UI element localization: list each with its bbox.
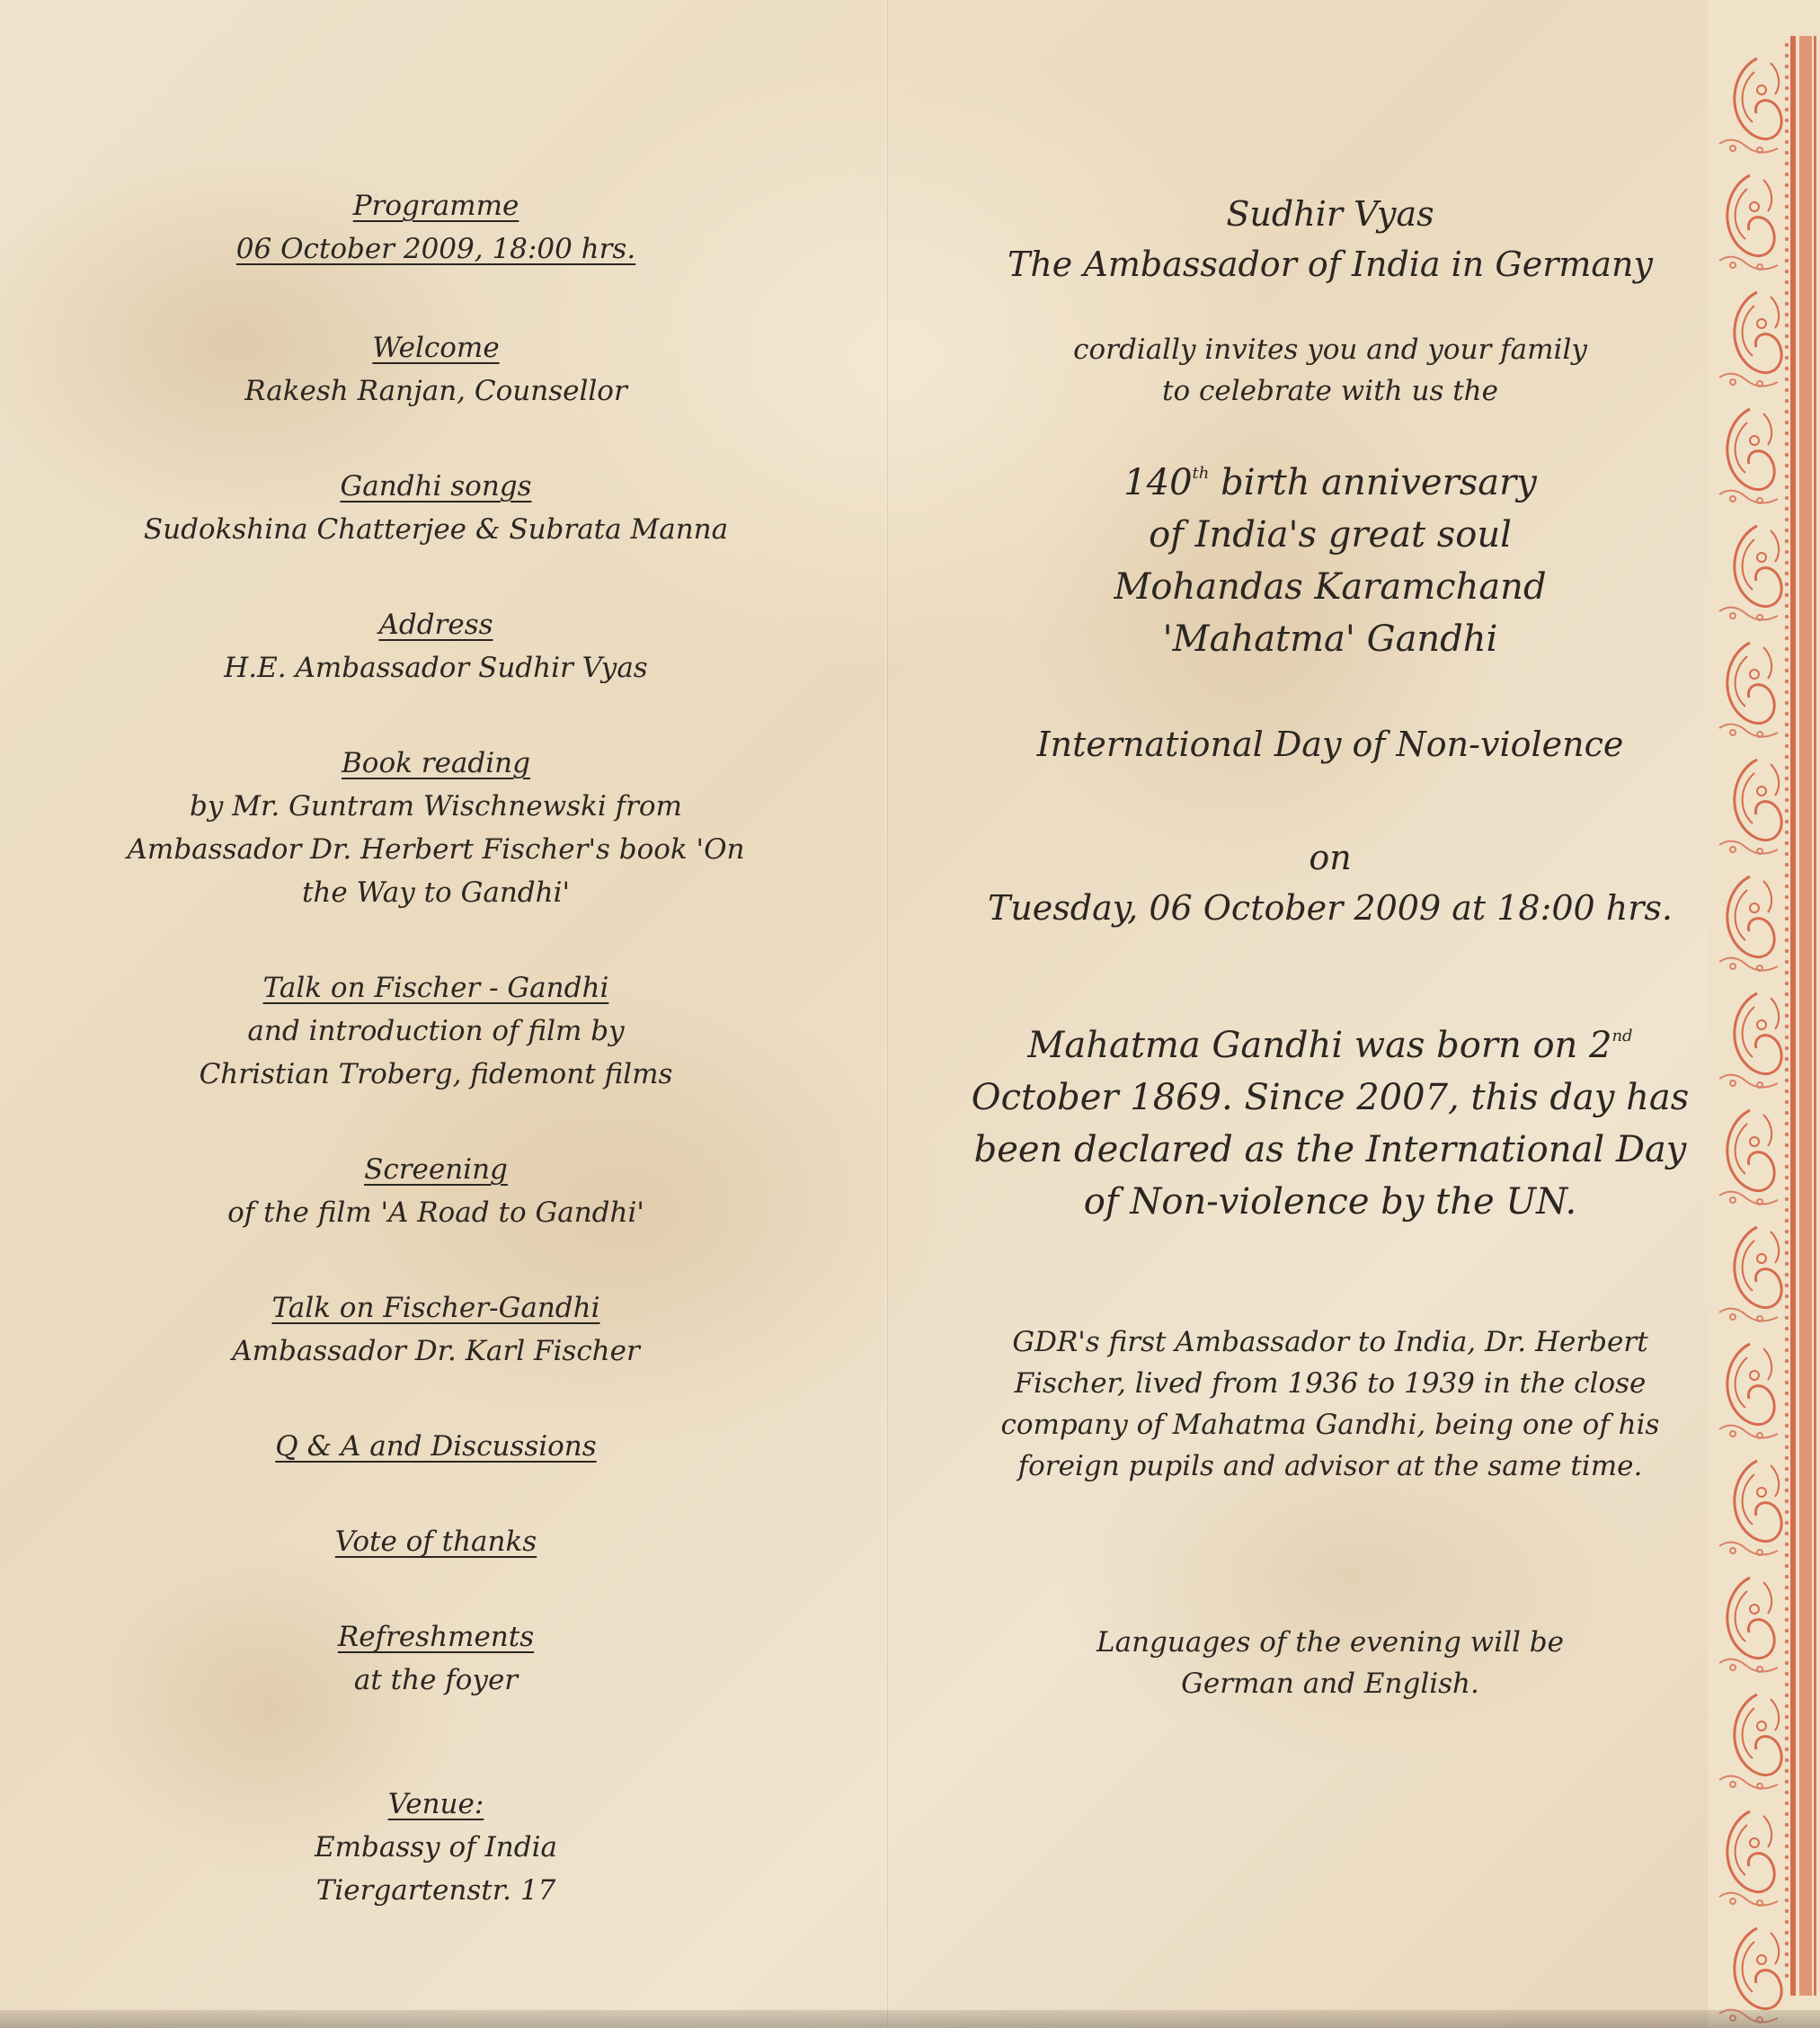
day-name: International Day of Non-violence <box>1036 725 1624 764</box>
programme-item-talk-2 <box>108 1286 764 1373</box>
event-datetime: Tuesday, 06 October 2009 at 18:00 hrs. <box>987 888 1674 928</box>
item-line: at the foyer <box>353 1664 519 1696</box>
venue-line: Tiergartenstr. 17 <box>315 1874 556 1907</box>
item-heading: Screening <box>364 1153 508 1186</box>
gdr-line: company of Mahatma Gandhi, being one of his <box>1000 1409 1660 1441</box>
venue-block <box>108 1783 764 1912</box>
gdr-block <box>939 1321 1721 1487</box>
date-block <box>939 832 1721 933</box>
programme-column <box>108 184 764 1964</box>
born-line: of Non-violence by the UN. <box>1083 1181 1577 1223</box>
host-block <box>939 189 1721 289</box>
anniversary-line: 'Mahatma' Gandhi <box>1162 618 1498 660</box>
anniversary-number: 140 <box>1123 462 1193 503</box>
programme-date: 06 October 2009, 18:00 hrs. <box>235 233 636 265</box>
anniversary-line: of India's great soul <box>1149 514 1512 556</box>
programme-item-songs <box>108 465 764 551</box>
item-heading: Refreshments <box>337 1621 535 1653</box>
venue-line: Embassy of India <box>315 1831 557 1863</box>
item-line: Rakesh Ranjan, Counsellor <box>244 375 627 407</box>
language-line: German and English. <box>1181 1668 1479 1700</box>
born-pre: Mahatma Gandhi was born on 2 <box>1027 1025 1612 1066</box>
invitation-column <box>939 189 1721 1757</box>
item-heading: Gandhi songs <box>340 470 532 503</box>
item-line: of the film 'A Road to Gandhi' <box>227 1196 644 1229</box>
item-line: Sudokshina Chatterjee & Subrata Manna <box>143 513 729 546</box>
born-suffix: nd <box>1611 1027 1633 1045</box>
born-line <box>939 1019 1721 1072</box>
item-heading: Vote of thanks <box>334 1525 537 1558</box>
born-line: October 1869. Since 2007, this day has <box>971 1077 1690 1118</box>
language-line: Languages of the evening will be <box>1096 1626 1564 1659</box>
programme-item-address <box>108 603 764 689</box>
born-block <box>939 1019 1721 1228</box>
item-heading: Talk on Fischer-Gandhi <box>271 1292 600 1324</box>
gdr-line: foreign pupils and advisor at the same time. <box>1017 1450 1643 1482</box>
programme-item-screening <box>108 1148 764 1234</box>
item-line: Christian Troberg, fidemont films <box>199 1058 673 1090</box>
invite-block <box>939 329 1721 412</box>
anniversary-line <box>939 457 1721 509</box>
item-line: by Mr. Guntram Wischnewski from <box>190 790 682 823</box>
day-block <box>939 719 1721 769</box>
gdr-line: GDR's first Ambassador to India, Dr. Herbert <box>1012 1326 1648 1358</box>
programme-item-thanks <box>108 1520 764 1563</box>
item-heading: Welcome <box>372 332 500 364</box>
programme-item-book-reading <box>108 742 764 914</box>
item-line: H.E. Ambassador Sudhir Vyas <box>224 652 648 684</box>
anniversary-line: Mohandas Karamchand <box>1114 566 1547 608</box>
born-line: been declared as the International Day <box>973 1129 1687 1170</box>
item-line: the Way to Gandhi' <box>301 876 571 909</box>
languages-block <box>939 1622 1721 1704</box>
anniversary-suffix: th <box>1192 464 1210 483</box>
item-heading: Address <box>378 609 493 641</box>
on-label: on <box>1309 838 1352 877</box>
anniversary-block <box>939 457 1721 665</box>
item-heading: Q & A and Discussions <box>275 1430 597 1463</box>
programme-item-talk-1 <box>108 966 764 1096</box>
invite-line: cordially invites you and your family <box>1073 334 1587 366</box>
programme-item-welcome <box>108 326 764 413</box>
paisley-pattern-icon <box>1708 0 1820 2028</box>
paisley-border <box>1708 0 1820 2028</box>
programme-title: Programme <box>352 190 519 222</box>
host-title: The Ambassador of India in Germany <box>1007 245 1653 284</box>
item-line: Ambassador Dr. Herbert Fischer's book 'On <box>127 833 745 866</box>
item-heading: Book reading <box>342 747 530 779</box>
programme-item-refreshments <box>108 1615 764 1702</box>
item-line: and introduction of film by <box>247 1015 625 1047</box>
programme-header <box>108 184 764 271</box>
venue-heading: Venue: <box>387 1788 484 1820</box>
host-name: Sudhir Vyas <box>1226 194 1434 234</box>
item-heading: Talk on Fischer - Gandhi <box>262 972 609 1004</box>
item-line: Ambassador Dr. Karl Fischer <box>232 1335 640 1367</box>
card-fold <box>885 0 888 2028</box>
programme-item-qa <box>108 1425 764 1468</box>
gdr-line: Fischer, lived from 1936 to 1939 in the close <box>1014 1367 1647 1400</box>
anniversary-rest: birth anniversary <box>1221 462 1537 503</box>
scan-edge <box>0 2010 1820 2028</box>
invite-line: to celebrate with us the <box>1162 375 1498 407</box>
